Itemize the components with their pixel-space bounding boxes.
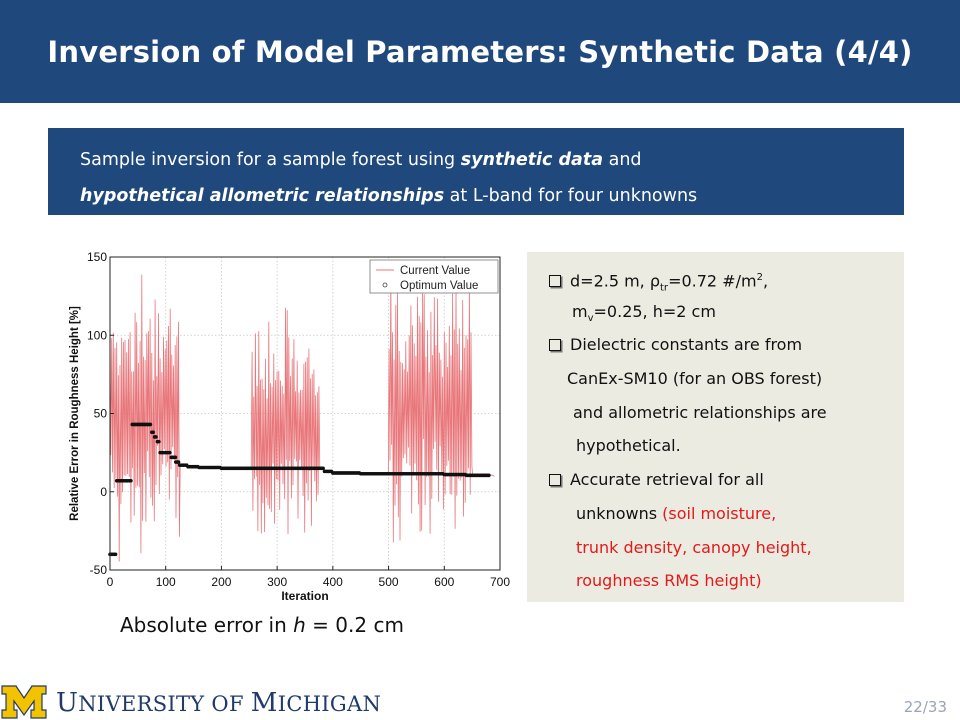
- optimum-value-marker: [174, 456, 178, 460]
- y-axis-label: Relative Error in Roughness Height [%]: [69, 306, 81, 521]
- summary-emphasis: hypothetical allometric relationships: [80, 186, 445, 206]
- note-1-line-1: [549, 261, 904, 295]
- x-tick-label: 0: [106, 575, 114, 589]
- summary-text: at L-band for four unknowns: [444, 186, 698, 206]
- page-number: 22/33: [903, 698, 947, 716]
- wordmark-text: ICHIGAN: [277, 692, 382, 716]
- note-sub: tr: [660, 282, 669, 294]
- x-tick-label: 200: [211, 575, 232, 589]
- x-axis-label: Iteration: [281, 589, 329, 603]
- optimum-value-marker: [151, 430, 155, 434]
- y-tick-label: 150: [86, 250, 107, 264]
- optimum-value-marker: [154, 435, 158, 439]
- summary-text: and: [603, 150, 642, 170]
- note-text: Dielectric constants are from: [570, 335, 803, 355]
- checkbox-bullet-icon: [549, 275, 561, 287]
- optimum-value-marker: [487, 474, 491, 478]
- y-tick-label: -50: [89, 563, 107, 577]
- note-2-line-4: hypothetical.: [576, 436, 681, 456]
- note-text: unknowns: [576, 503, 663, 523]
- note-text: d=2.5 m, ρ: [570, 271, 661, 291]
- checkbox-bullet-icon: [549, 339, 561, 351]
- wordmark-initial: U: [56, 688, 79, 718]
- summary-line-2: [80, 178, 904, 214]
- note-3-line-4: roughness RMS height): [576, 571, 762, 591]
- note-text: m: [572, 301, 588, 321]
- note-sup: 2: [756, 272, 763, 283]
- note-2-line-1: [549, 328, 904, 362]
- error-chart: [60, 245, 520, 607]
- optimum-value-marker: [177, 460, 181, 464]
- x-tick-label: 100: [155, 575, 176, 589]
- wordmark-text: NIVERSITY OF: [78, 692, 251, 716]
- note-highlight: (soil moisture,: [662, 503, 777, 523]
- checkbox-bullet-icon: [549, 474, 561, 486]
- x-tick-label: 600: [434, 575, 455, 589]
- summary-line-1: [80, 142, 904, 178]
- plot-container: [60, 245, 520, 607]
- optimum-value-marker: [321, 466, 325, 470]
- x-tick-label: 700: [489, 575, 511, 589]
- summary-box: [48, 128, 904, 215]
- summary-emphasis: synthetic data: [460, 150, 604, 170]
- x-tick-label: 400: [322, 575, 343, 589]
- note-3-line-2: [549, 497, 904, 531]
- optimum-value-marker: [157, 440, 161, 444]
- optimum-value-marker: [168, 451, 172, 455]
- title-bar: [0, 0, 960, 103]
- summary-text: Sample inversion for a sample forest using: [80, 150, 461, 170]
- optimum-value-marker: [129, 479, 133, 483]
- caption-suffix: = 0.2 cm: [305, 613, 404, 637]
- caption-prefix: Absolute error in: [120, 613, 294, 637]
- wordmark-initial: M: [250, 688, 278, 718]
- note-text: Accurate retrieval for all: [570, 470, 764, 490]
- notes-panel: [527, 252, 904, 602]
- note-text: =0.25, h=2 cm: [593, 301, 716, 321]
- note-text: =0.72 #/m: [668, 271, 757, 291]
- x-tick-label: 500: [378, 575, 399, 589]
- note-1-line-2: [549, 295, 904, 329]
- note-2-line-3: and allometric relationships are: [573, 402, 827, 422]
- note-3-line-1: [549, 463, 904, 497]
- caption-variable: h: [293, 613, 306, 637]
- optimum-value-marker: [114, 553, 118, 557]
- legend-optimum-label: Optimum Value: [400, 280, 479, 292]
- optimum-value-marker: [149, 423, 153, 427]
- note-3-line-3: trunk density, canopy height,: [576, 537, 812, 557]
- x-tick-label: 300: [267, 575, 288, 589]
- legend-current-label: Current Value: [400, 265, 471, 277]
- note-sub: v: [587, 312, 594, 324]
- y-tick-label: 100: [86, 328, 107, 343]
- y-tick-label: 0: [100, 484, 107, 499]
- university-wordmark: [56, 688, 381, 718]
- slide-title: Inversion of Model Parameters: Synthetic Data (4/4): [47, 34, 913, 69]
- note-text: ,: [762, 271, 769, 291]
- note-2-line-2: CanEx-SM10 (for an OBS forest): [567, 369, 823, 389]
- y-tick-label: 50: [93, 406, 107, 421]
- plot-caption: [120, 613, 404, 637]
